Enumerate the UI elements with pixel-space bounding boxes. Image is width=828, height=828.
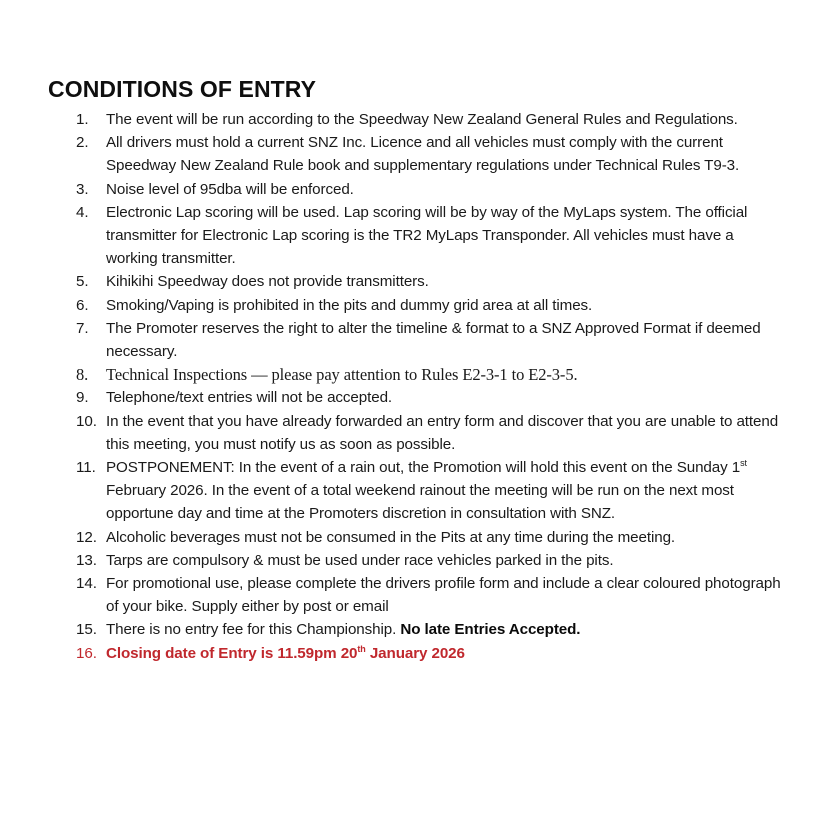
condition-item-2: 2. All drivers must hold a current SNZ Inc. Licence and all vehicles must comply with the current Speedway New Zealand Rule book and supplementary regulations under Technical Rules T9-3. [76, 134, 740, 175]
condition-item-11: 11. POSTPONEMENT: In the event of a rain out, the Promotion will hold this event on the Sunday 1st February 2026. In the event of a total weekend rainout the meeting will be run on the next most opportune day and time at the Promoters discretion in consultation with SNZ. [76, 458, 747, 523]
condition-item-10: 10. In the event that you have already forwarded an entry form and discover that you are unable to attend this meeting, you must notify us as soon as possible. [76, 412, 779, 453]
condition-item-8: 8. Technical Inspections — please pay attention to Rules E2-3-1 to E2-3-5. [76, 365, 578, 385]
condition-item-4: 4. Electronic Lap scoring will be used. Lap scoring will be by way of the MyLaps system. The official transmitter for Electronic Lap scoring is the TR2 MyLaps Transponder. All vehicles must have a working transmitter. [76, 203, 748, 268]
conditions-list [48, 108, 788, 665]
condition-item-15: 15. There is no entry fee for this Championship. No late Entries Accepted. [76, 621, 581, 639]
condition-item-16-closing-date: 16. Closing date of Entry is 11.59pm 20th January 2026 [76, 643, 465, 662]
condition-item-1: 1. The event will be run according to the Speedway New Zealand General Rules and Regulations. [76, 111, 738, 128]
condition-item-13: 13. Tarps are compulsory & must be used under race vehicles parked in the pits. [76, 551, 614, 569]
condition-item-9: 9. Telephone/text entries will not be accepted. [76, 389, 393, 407]
condition-item-3: 3. Noise level of 95dba will be enforced. [76, 180, 354, 198]
no-late-entries-note: No late Entries Accepted. [400, 621, 581, 639]
condition-item-12: 12. Alcoholic beverages must not be consumed in the Pits at any time during the meeting. [76, 528, 676, 546]
condition-item-6: 6. Smoking/Vaping is prohibited in the pits and dummy grid area at all times. [76, 296, 593, 314]
condition-item-14: 14. For promotional use, please complete the drivers profile form and include a clear coloured photograph of your bike. Supply either by post or email [76, 575, 781, 616]
page-title: CONDITIONS OF ENTRY [48, 76, 317, 102]
conditions-document [48, 74, 788, 665]
condition-item-5: 5. Kihikihi Speedway does not provide transmitters. [76, 273, 429, 291]
condition-item-7: 7. The Promoter reserves the right to alter the timeline & format to a SNZ Approved Format if deemed necessary. [76, 319, 761, 361]
